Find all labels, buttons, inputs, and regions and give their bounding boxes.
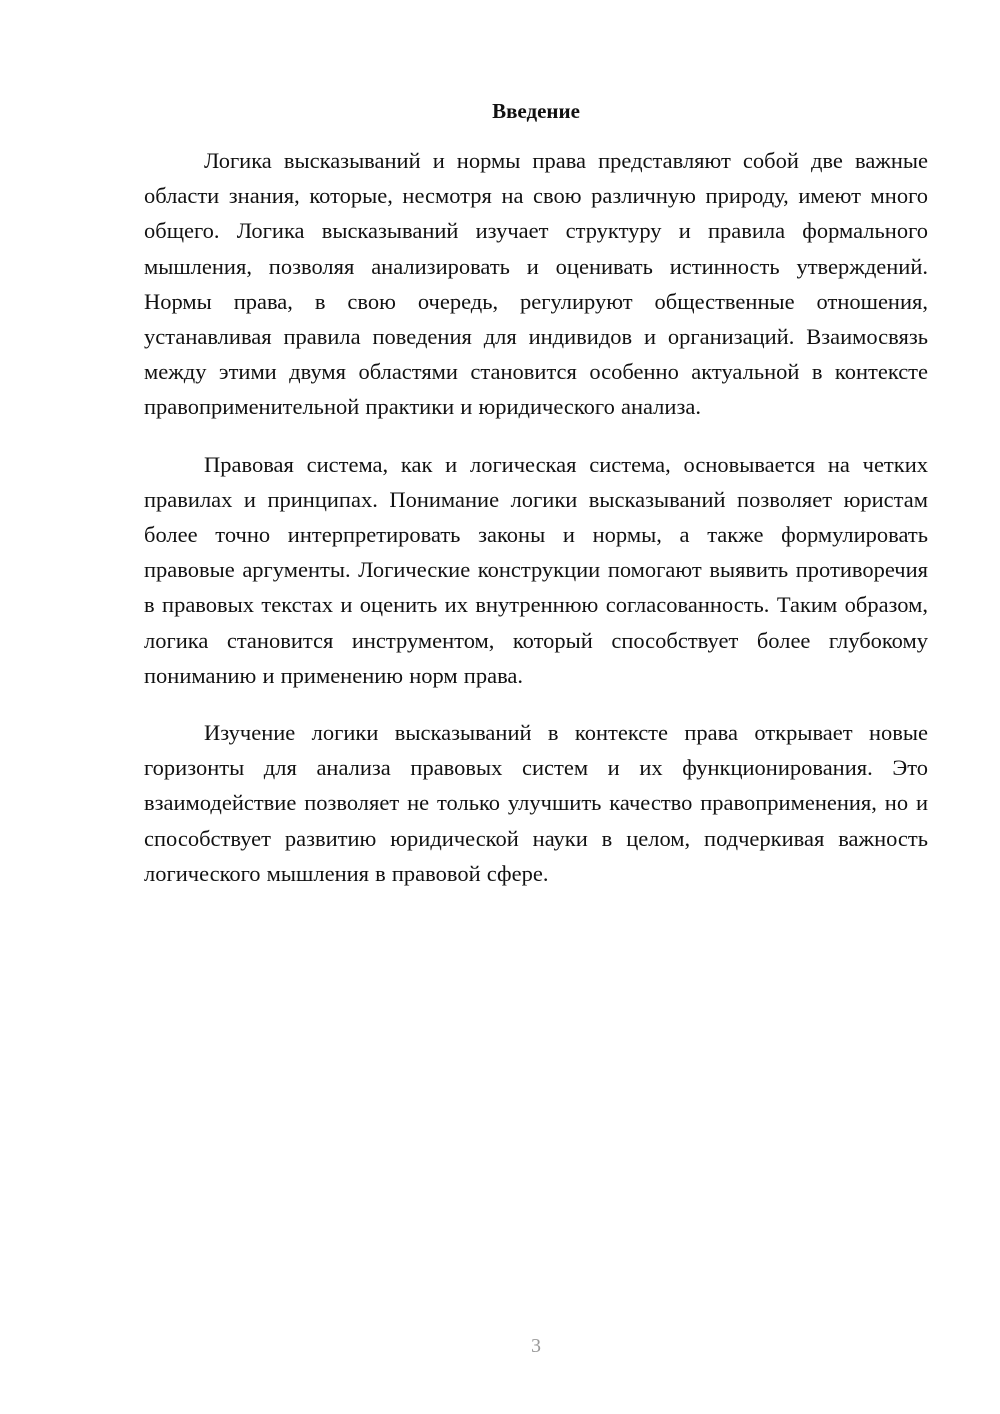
paragraph-3: Изучение логики высказываний в контексте права открывает новые горизонты для анализа правовых систем и их функционирования. Это взаимодействие позволяет не только улучшить качество правоприменения, но и способствует развитию юридической науки в целом, подчеркивая важность логического мышления в правовой сфере.	[144, 720, 928, 886]
page-number: 3	[531, 1335, 541, 1357]
document-body	[144, 143, 928, 913]
page-title: Введение	[492, 99, 580, 123]
paragraph-1: Логика высказываний и нормы права представляют собой две важные области знания, которые, несмотря на свою различную природу, имеют много общего. Логика высказываний изучает структуру и правила формального мышления, позволяя анализировать и оценивать истинность утверждений. Нормы права, в свою очередь, регулируют общественные отношения, устанавливая правила поведения для индивидов и организаций. Взаимосвязь между этими двумя областями становится особенно актуальной в контексте правоприменительной практики и юридического анализа.	[144, 148, 928, 420]
paragraph-2: Правовая система, как и логическая система, основывается на четких правилах и принципах. Понимание логики высказываний позволяет юристам более точно интерпретировать законы и нормы, а также формулировать правовые аргументы. Логические конструкции помогают выявить противоречия в правовых текстах и оценить их внутреннюю согласованность. Таким образом, логика становится инструментом, который способствует более глубокому пониманию и применению норм права.	[144, 451, 928, 688]
